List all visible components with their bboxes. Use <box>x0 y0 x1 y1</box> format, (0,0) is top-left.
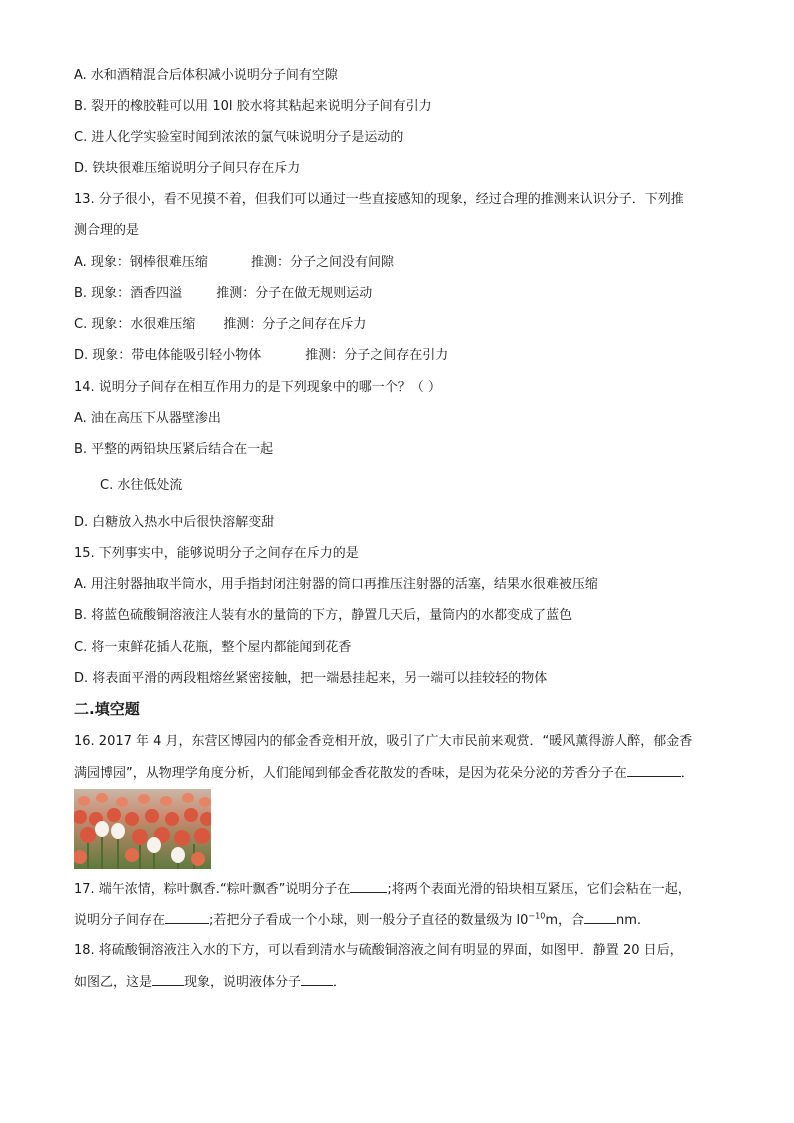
q13-option-a-guess: 推测：分子之间没有间隙 <box>250 255 394 270</box>
q17-line2-text-c: m，合 <box>545 913 584 928</box>
q15-option-c: C. 将一束鲜花插人花瓶，整个屋内都能闻到花香 <box>74 640 352 655</box>
tulip-field-image <box>74 789 211 869</box>
q14-option-b: B. 平整的两铅块压紧后结合在一起 <box>74 442 274 457</box>
q17-line2-text-b: ;若把分子看成一个小球，则一般分子直径的数量级为 l0 <box>209 913 529 928</box>
q16-line2 <box>74 764 724 783</box>
q16-line2-text: 满园博园”，从物理学角度分析，人们能闻到郁金香花散发的香味，是因为花朵分泌的芳香分子在 <box>74 766 627 781</box>
q12-option-a: A. 水和酒精混合后体积减小说明分子间有空隙 <box>74 68 338 83</box>
q13-option-b-phenomenon: B. 现象：酒香四溢 <box>74 286 183 301</box>
q13-option-b-guess: 推测：分子在做无规则运动 <box>216 286 373 301</box>
q17-exponent: −10 <box>528 911 546 921</box>
q13-option-a-phenomenon: A. 现象：钢棒很难压缩 <box>74 255 208 270</box>
q17-line1 <box>74 880 724 899</box>
q13-stem-line2: 测合理的是 <box>74 223 140 238</box>
q17-answer-blank-2[interactable] <box>165 911 209 924</box>
q17-answer-blank-3[interactable] <box>584 911 616 924</box>
q18-answer-blank-2[interactable] <box>301 973 333 986</box>
q16-line1: 16. 2017 年 4 月，东营区博园内的郁金香竞相开放，吸引了广大市民前来观赏．“暖风薰得游人醉，郁金香 <box>74 734 693 749</box>
q17-line2 <box>74 911 724 930</box>
q16-answer-blank[interactable] <box>627 764 681 777</box>
q13-option-c <box>74 316 724 334</box>
q17-line1-text-b: ;将两个表面光滑的铅块相互紧压，它们会粘在一起， <box>387 882 691 897</box>
q14-option-d: D. 白糖放入热水中后很快溶解变甜 <box>74 515 275 530</box>
q18-answer-blank-1[interactable] <box>152 973 184 986</box>
q17-line1-text-a: 17. 端午浓情，粽叶飘香.“粽叶飘香”说明分子在 <box>74 882 351 897</box>
q12-option-b: B. 裂开的橡胶鞋可以用 10l 胶水将其粘起来说明分子间有引力 <box>74 99 432 114</box>
q13-stem-line1: 13. 分子很小，看不见摸不着，但我们可以通过一些直接感知的现象，经过合理的推测来认识分子．下列推 <box>74 192 684 207</box>
q18-line2-text-a: 如图乙，这是 <box>74 975 153 990</box>
q17-answer-blank-1[interactable] <box>350 880 387 893</box>
q13-option-c-phenomenon: C. 现象：水很难压缩 <box>74 317 196 332</box>
q15-option-a: A. 用注射器抽取半筒水，用手指封闭注射器的筒口再推压注射器的活塞，结果水很难被压缩 <box>74 577 598 592</box>
q17-line2-text-d: nm. <box>615 913 642 928</box>
q13-option-d <box>74 347 724 365</box>
q17-line2-text-a: 说明分子间存在 <box>74 913 166 928</box>
q14-stem: 14. 说明分子间存在相互作用力的是下列现象中的哪一个？（ ） <box>74 380 441 395</box>
q18-line2-text-c: ． <box>333 975 347 990</box>
q15-stem: 15. 下列事实中，能够说明分子之间存在斥力的是 <box>74 546 359 561</box>
q12-option-c: C. 进人化学实验室时闻到浓浓的氯气味说明分子是运动的 <box>74 130 404 145</box>
section-heading-fill-in: 二.填空题 <box>74 700 140 718</box>
q18-line2-text-b: 现象，说明液体分子 <box>184 975 302 990</box>
q15-option-b: B. 将蓝色硫酸铜溶液注人装有水的量筒的下方，静置几天后，量筒内的水都变成了蓝色 <box>74 608 573 623</box>
q16-line2-end: ． <box>680 766 694 781</box>
q18-line1: 18. 将硫酸铜溶液注入水的下方，可以看到清水与硫酸铜溶液之间有明显的界面，如图甲．静置 20 日后， <box>74 943 683 958</box>
q18-line2 <box>74 973 724 992</box>
q12-option-d: D. 铁块很难压缩说明分子间只存在斥力 <box>74 161 301 176</box>
tulip-field-photo <box>74 789 211 869</box>
q13-option-c-guess: 推测：分子之间存在斥力 <box>223 317 367 332</box>
q13-option-d-guess: 推测：分子之间存在引力 <box>305 348 449 363</box>
q13-option-b <box>74 285 724 303</box>
q13-option-a <box>74 254 724 272</box>
q15-option-d: D. 将表面平滑的两段粗熔丝紧密接触，把一端悬挂起来，另一端可以挂较轻的物体 <box>74 671 548 686</box>
q14-option-a: A. 油在高压下从器壁渗出 <box>74 411 221 426</box>
q14-option-c: C. 水往低处流 <box>100 478 183 493</box>
q13-option-d-phenomenon: D. 现象：带电体能吸引轻小物体 <box>74 348 262 363</box>
